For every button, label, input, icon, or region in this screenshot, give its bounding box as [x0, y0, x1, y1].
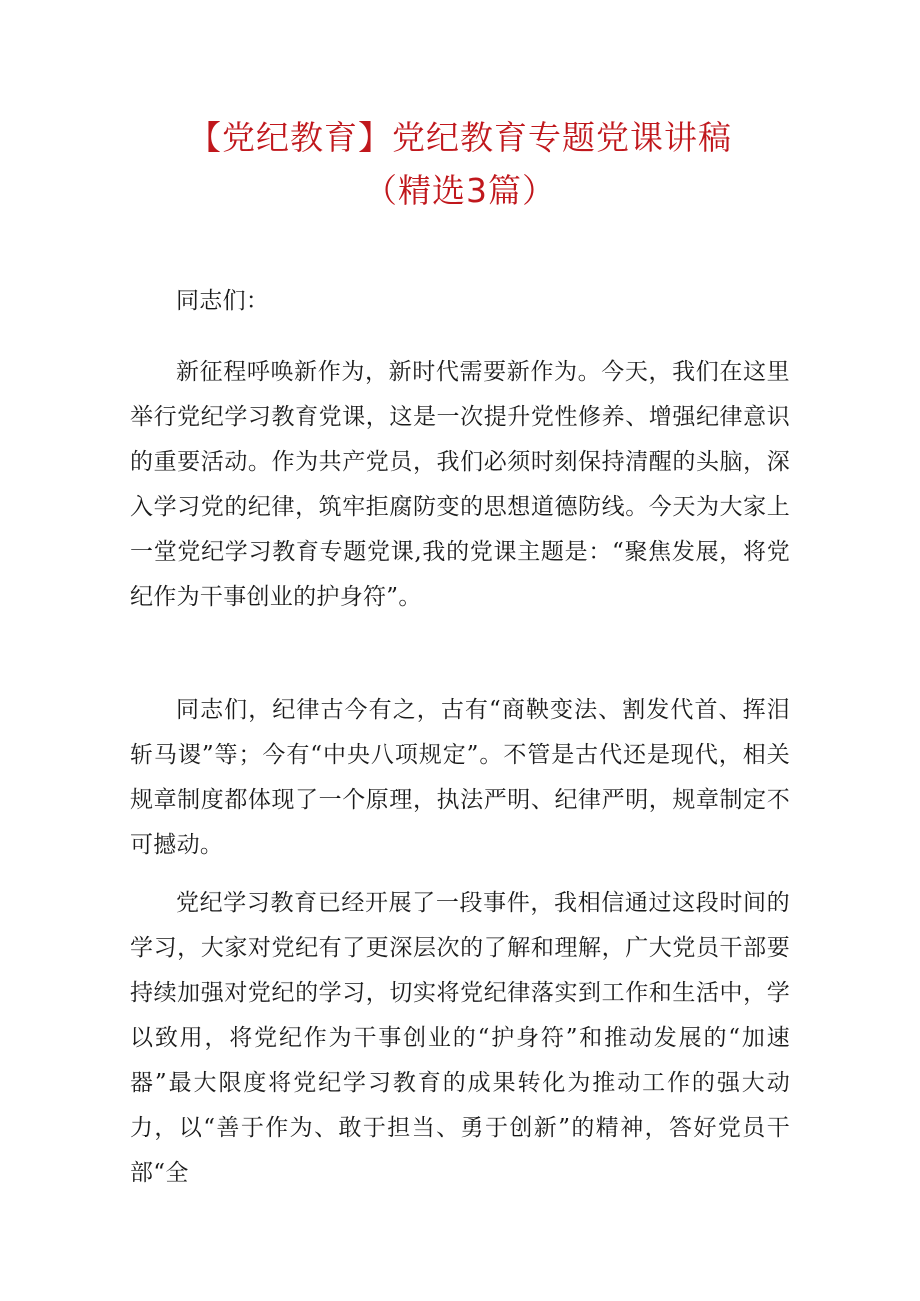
paragraph-1: 新征程呼唤新作为，新时代需要新作为。今天，我们在这里举行党纪学习教育党课，这是一次提升党性修养、增强纪律意识的重要活动。作为共产党员，我们必须时刻保持清醒的头脑，深入学习党的纪律，筑牢拒腐防变的思想道德防线。今天为大家上一堂党纪学习教育专题党课,我的党课主题是：“聚焦发展，将党纪作为干事创业的护身符”。 [130, 359, 790, 610]
document-subtitle: （精选3篇） [364, 171, 556, 210]
paragraph-2: 同志们，纪律古今有之，古有“商鞅变法、割发代首、挥泪斩马谡”等；今有“中央八项规定”。不管是古代还是现代，相关规章制度都体现了一个原理，执法严明、纪律严明，规章制定不可撼动。 [130, 697, 790, 858]
paragraph-3: 党纪学习教育已经开展了一段事件，我相信通过这段时间的学习，大家对党纪有了更深层次的了解和理解，广大党员干部要持续加强对党纪的学习，切实将党纪律落实到工作和生活中，学以致用，将党纪作为干事创业的“护身符”和推动发展的“加速器”最大限度将党纪学习教育的成果转化为推动工作的强大动力，以“善于作为、敢于担当、勇于创新”的精神，答好党员干部“全 [130, 890, 790, 1186]
greeting: 同志们： [176, 288, 270, 314]
document-title: 【党纪教育】党纪教育专题党课讲稿 [188, 118, 732, 157]
